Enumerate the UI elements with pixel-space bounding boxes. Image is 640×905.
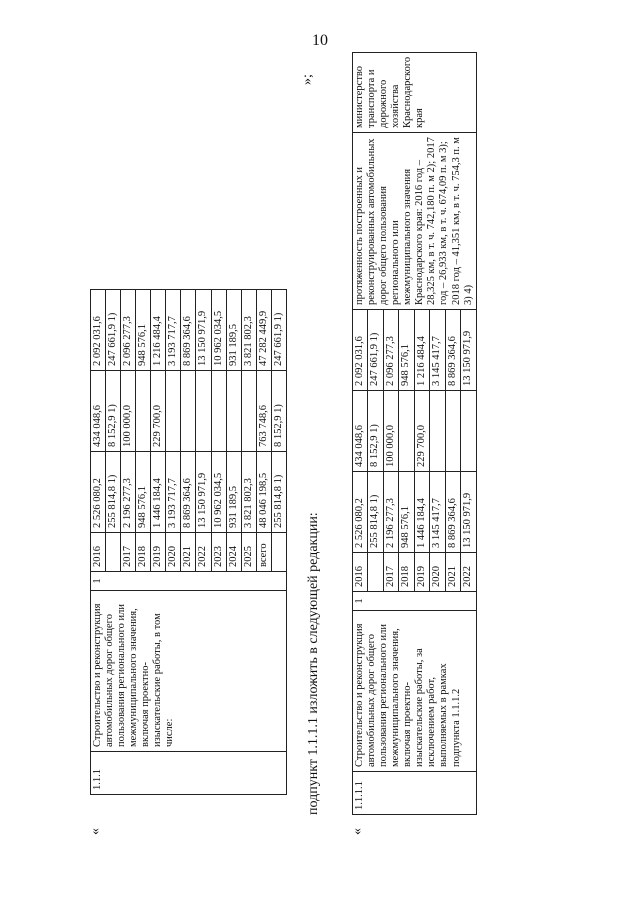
federal-cell: 434 048,6 [91,371,106,452]
regional-cell: 247 661,9 1) [106,290,121,371]
year-cell: всего [256,533,271,572]
regional-cell: 948 576,1 [399,310,414,391]
item-code: 1.1.1 [91,752,287,795]
regional-cell: 2 096 277,3 [121,290,136,371]
federal-cell: 434 048,6 [353,391,368,472]
year-cell: 2021 [445,553,460,592]
regional-cell: 1 216 484,4 [151,290,166,371]
total-cell: 8 869 364,6 [445,472,460,553]
total-cell: 2 526 080,2 [91,452,106,533]
year-cell: 2017 [383,553,398,592]
federal-cell: 8 152,9 1) [271,371,286,452]
total-cell: 2 196 277,3 [121,452,136,533]
year-cell [271,533,286,572]
indicator-cell: протяженность построенных и реконструированных автомобильных дорог общего пользования регионального или межмуниципального значения Краснодарского края: 2016 год – 28,325 км, в т. ч. 742,180 п. м 2); 2017 год – 26,933 км, в т. ч. 674,09 п. м 3); 2018 год – 41,351 км, в т. ч. 754,3 п. м 3) 4) [353,133,477,310]
year-cell: 2018 [136,533,151,572]
total-cell: 255 814,8 1) [368,472,383,553]
total-cell: 13 150 971,9 [196,452,211,533]
year-cell: 2022 [196,533,211,572]
federal-cell: 763 748,6 [256,371,271,452]
federal-cell [181,371,196,452]
executor-cell: министерство транспорта и дорожного хозяйства Краснодарского края [353,52,477,132]
item-marker: 1 [91,572,287,591]
year-cell: 2016 [353,553,368,592]
regional-cell: 13 150 971,9 [461,310,476,391]
year-cell: 2020 [430,553,445,592]
year-cell: 2024 [226,533,241,572]
total-cell: 255 814,8 1) [106,452,121,533]
federal-cell [399,391,414,472]
federal-cell: 229 700,0 [414,391,429,472]
total-cell: 10 962 034,5 [211,452,226,533]
total-cell: 13 150 971,9 [461,472,476,553]
year-cell: 2019 [414,553,429,592]
item-name: Строительство и реконструкция автомобильных дорог общего пользования регионального или межмуниципального значения, включая проектно-изыскательские работы, за исключением работ, выполняемых в рамках подпункта 1.1.1.2 [353,611,477,772]
federal-cell [211,371,226,452]
federal-cell [445,391,460,472]
total-cell: 255 814,8 1) [271,452,286,533]
table1-body [91,290,287,795]
page-number: 10 [312,32,328,49]
total-cell: 3 821 802,3 [241,452,256,533]
total-cell: 3 193 717,7 [166,452,181,533]
federal-cell: 8 152,9 1) [368,391,383,472]
year-cell [106,533,121,572]
federal-cell [241,371,256,452]
regional-cell: 247 661,9 1) [271,290,286,371]
regional-cell: 47 282 449,9 [256,290,271,371]
federal-cell: 8 152,9 1) [106,371,121,452]
total-cell: 1 446 184,4 [414,472,429,553]
total-cell: 948 576,1 [136,452,151,533]
regional-cell: 8 869 364,6 [445,310,460,391]
total-cell: 948 576,1 [399,472,414,553]
year-cell [368,553,383,592]
closing-quote: »; [300,74,315,85]
federal-cell [196,371,211,452]
table2-body [353,52,477,814]
total-cell: 48 046 198,5 [256,452,271,533]
regional-cell: 247 661,9 1) [368,310,383,391]
federal-cell [136,371,151,452]
table-row [91,290,106,795]
opening-quote-1: « [88,828,103,835]
federal-cell: 229 700,0 [151,371,166,452]
regional-cell: 3 193 717,7 [166,290,181,371]
federal-cell [461,391,476,472]
year-cell: 2025 [241,533,256,572]
total-cell: 8 869 364,6 [181,452,196,533]
item-code: 1.1.1.1 [353,772,477,815]
year-cell: 2017 [121,533,136,572]
total-cell: 2 196 277,3 [383,472,398,553]
table-subprogram-1-1-1 [90,289,287,795]
total-cell: 931 189,5 [226,452,241,533]
year-cell: 2021 [181,533,196,572]
total-cell: 3 145 417,7 [430,472,445,553]
table-subprogram-1-1-1-1 [352,52,477,815]
federal-cell [226,371,241,452]
regional-cell: 3 821 802,3 [241,290,256,371]
federal-cell [430,391,445,472]
year-cell: 2018 [399,553,414,592]
regional-cell: 2 092 031,6 [91,290,106,371]
federal-cell: 100 000,0 [121,371,136,452]
regional-cell: 1 216 484,4 [414,310,429,391]
item-marker: 1 [353,592,477,611]
table-row [353,52,368,814]
instruction-text: подпункт 1.1.1.1 изложить в следующей редакции: [306,512,321,815]
total-cell: 2 526 080,2 [353,472,368,553]
year-cell: 2023 [211,533,226,572]
year-cell: 2022 [461,553,476,592]
year-cell: 2020 [166,533,181,572]
opening-quote-2: « [350,828,365,835]
federal-cell [166,371,181,452]
regional-cell: 2 092 031,6 [353,310,368,391]
year-cell: 2019 [151,533,166,572]
total-cell: 1 446 184,4 [151,452,166,533]
regional-cell: 2 096 277,3 [383,310,398,391]
item-name: Строительство и реконструкция автомобильных дорог общего пользования регионального или межмуниципального значения, включая проектно-изыскательские работы, в том числе: [91,591,287,752]
year-cell: 2016 [91,533,106,572]
regional-cell: 10 962 034,5 [211,290,226,371]
regional-cell: 8 869 364,6 [181,290,196,371]
regional-cell: 3 145 417,7 [430,310,445,391]
regional-cell: 13 150 971,9 [196,290,211,371]
regional-cell: 948 576,1 [136,290,151,371]
federal-cell: 100 000,0 [383,391,398,472]
regional-cell: 931 189,5 [226,290,241,371]
